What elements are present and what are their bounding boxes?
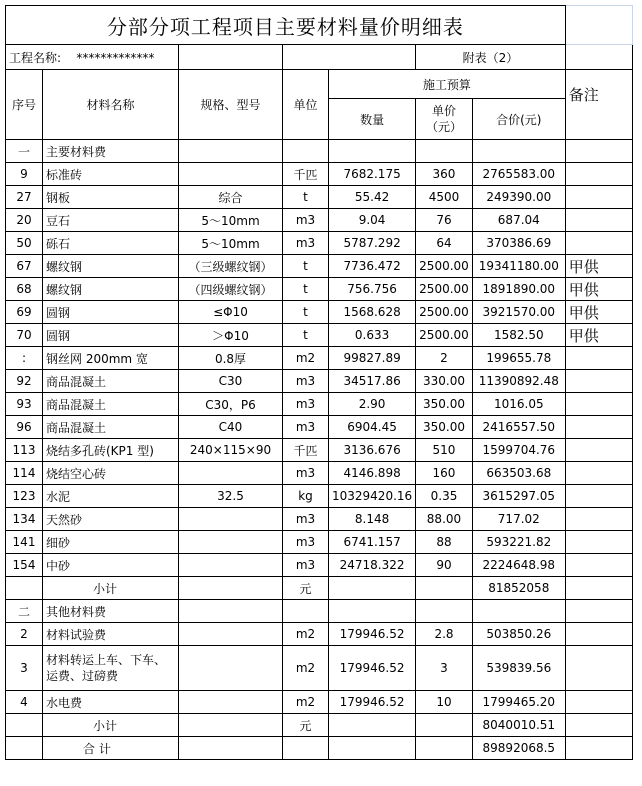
row-price: 360 [416,163,473,186]
empty-cell [472,140,565,163]
row-name: 天然砂 [43,508,179,531]
table-row [6,554,633,577]
header-seq: 序号 [6,70,43,140]
grand-total-row [6,737,633,760]
row-unit: m2 [283,623,329,646]
row-note [565,623,632,646]
subtotal-total: 8040010.51 [472,714,565,737]
row-note [565,462,632,485]
row-name: 商品混凝土 [43,416,179,439]
empty-cell [416,714,473,737]
subtotal-row [6,577,633,600]
row-qty: 9.04 [329,209,416,232]
row-price: 160 [416,462,473,485]
row-unit: t [283,324,329,347]
row-no: 70 [6,324,43,347]
empty-cell [565,714,632,737]
row-note [565,209,632,232]
row-price: 2 [416,347,473,370]
row-note [565,646,632,691]
row-no: 154 [6,554,43,577]
row-total: 663503.68 [472,462,565,485]
table-row [6,163,633,186]
row-total: 2416557.50 [472,416,565,439]
row-note [565,186,632,209]
row-name: 材料试验费 [43,623,179,646]
row-price: 2.8 [416,623,473,646]
row-unit: m3 [283,393,329,416]
row-qty: 179946.52 [329,623,416,646]
row-unit: m2 [283,347,329,370]
row-no: 27 [6,186,43,209]
row-qty: 6741.157 [329,531,416,554]
row-price: 350.00 [416,393,473,416]
table-row [6,347,633,370]
row-qty: 2.90 [329,393,416,416]
row-note [565,163,632,186]
row-total: 3615297.05 [472,485,565,508]
row-qty: 4146.898 [329,462,416,485]
row-unit: m2 [283,646,329,691]
project-name: ************* [76,50,155,65]
row-qty: 24718.322 [329,554,416,577]
row-total: 11390892.48 [472,370,565,393]
row-no: 123 [6,485,43,508]
empty-cell [179,600,283,623]
empty-cell [416,737,473,760]
row-note [565,232,632,255]
empty-cell [283,600,329,623]
table-row [6,209,633,232]
row-spec: 5～10mm [179,232,283,255]
table-row [6,324,633,347]
row-name: 商品混凝土 [43,370,179,393]
row-unit: m3 [283,554,329,577]
row-spec: 5～10mm [179,209,283,232]
row-no: 20 [6,209,43,232]
row-spec: 综合 [179,186,283,209]
empty-cell [329,577,416,600]
header-budget: 施工预算 [329,70,566,99]
row-total: 1582.50 [472,324,565,347]
row-price: 90 [416,554,473,577]
section-row [6,600,633,623]
subtotal-label: 小计 [43,577,179,600]
table-row [6,255,633,278]
row-spec [179,554,283,577]
row-name: 烧结空心砖 [43,462,179,485]
subtotal-total: 81852058 [472,577,565,600]
row-name: 砾石 [43,232,179,255]
row-no: 141 [6,531,43,554]
row-no: 4 [6,691,43,714]
row-note [565,439,632,462]
row-no: 69 [6,301,43,324]
row-qty: 34517.86 [329,370,416,393]
page-title: 分部分项工程项目主要材料量价明细表 [6,6,566,45]
row-note [565,554,632,577]
empty-cell [565,577,632,600]
row-spec: C30 [179,370,283,393]
row-spec [179,462,283,485]
table-row [6,462,633,485]
header-name: 材料名称 [43,70,179,140]
row-no: 2 [6,623,43,646]
row-note: 甲供 [565,278,632,301]
section-row [6,140,633,163]
row-qty: 179946.52 [329,646,416,691]
row-name: 圆钢 [43,324,179,347]
row-total: 2765583.00 [472,163,565,186]
subtotal-unit: 元 [283,577,329,600]
row-price: 330.00 [416,370,473,393]
table-row [6,531,633,554]
row-name: 中砂 [43,554,179,577]
row-qty: 7736.472 [329,255,416,278]
empty-cell [416,600,473,623]
row-qty: 99827.89 [329,347,416,370]
project-spacer-2 [283,45,416,70]
row-qty: 179946.52 [329,691,416,714]
row-no: 68 [6,278,43,301]
row-no: 93 [6,393,43,416]
row-note [565,508,632,531]
row-note: 甲供 [565,255,632,278]
empty-cell [6,577,43,600]
row-unit: t [283,301,329,324]
row-spec: 0.8厚 [179,347,283,370]
row-unit: t [283,278,329,301]
row-no: 114 [6,462,43,485]
row-total: 717.02 [472,508,565,531]
empty-cell [179,714,283,737]
table-row [6,416,633,439]
section-no: 二 [6,600,43,623]
table-row [6,439,633,462]
row-price: 350.00 [416,416,473,439]
row-name: 豆石 [43,209,179,232]
row-no: 9 [6,163,43,186]
empty-cell [329,140,416,163]
row-name: 标准砖 [43,163,179,186]
row-qty: 1568.628 [329,301,416,324]
table-row [6,301,633,324]
row-no: 96 [6,416,43,439]
row-unit: m3 [283,232,329,255]
table-row [6,232,633,255]
section-title: 其他材料费 [43,600,179,623]
row-price: 2500.00 [416,255,473,278]
row-note [565,347,632,370]
header-note: 备注 [565,70,632,140]
row-note [565,691,632,714]
row-total: 249390.00 [472,186,565,209]
row-price: 3 [416,646,473,691]
row-qty: 3136.676 [329,439,416,462]
empty-cell [179,577,283,600]
row-price: 88 [416,531,473,554]
header-qty: 数量 [329,99,416,140]
row-qty: 10329420.16 [329,485,416,508]
row-price: 4500 [416,186,473,209]
empty-cell [329,600,416,623]
empty-cell [329,737,416,760]
row-no: 67 [6,255,43,278]
appendix-spacer [565,45,632,70]
table-row [6,278,633,301]
empty-cell [565,600,632,623]
row-name: 钢板 [43,186,179,209]
row-price: 2500.00 [416,324,473,347]
row-qty: 55.42 [329,186,416,209]
row-note [565,393,632,416]
row-spec: 240×115×90 [179,439,283,462]
empty-cell [416,577,473,600]
empty-cell [472,600,565,623]
empty-cell [179,737,283,760]
row-qty: 6904.45 [329,416,416,439]
grand-total: 89892068.5 [472,737,565,760]
row-unit: t [283,255,329,278]
row-unit: kg [283,485,329,508]
table-row [6,186,633,209]
empty-cell [6,737,43,760]
row-total: 1891890.00 [472,278,565,301]
row-total: 687.04 [472,209,565,232]
row-price: 2500.00 [416,278,473,301]
row-spec [179,531,283,554]
row-no: : [6,347,43,370]
row-qty: 756.756 [329,278,416,301]
project-label: 工程名称: ************* [6,45,179,70]
table-row [6,623,633,646]
row-spec [179,623,283,646]
row-unit: 千匹 [283,163,329,186]
table-row [6,370,633,393]
row-unit: m3 [283,531,329,554]
row-qty: 7682.175 [329,163,416,186]
empty-cell [179,140,283,163]
row-total: 1599704.76 [472,439,565,462]
row-qty: 0.633 [329,324,416,347]
empty-cell [283,737,329,760]
row-note: 甲供 [565,301,632,324]
row-note [565,485,632,508]
row-note [565,370,632,393]
table-row [6,646,633,691]
row-name: 烧结多孔砖(KP1 型) [43,439,179,462]
section-title: 主要材料费 [43,140,179,163]
row-no: 3 [6,646,43,691]
empty-cell [6,714,43,737]
row-spec [179,691,283,714]
appendix-label: 附表（2） [416,45,566,70]
row-spec [179,508,283,531]
row-qty: 8.148 [329,508,416,531]
row-no: 50 [6,232,43,255]
row-total: 19341180.00 [472,255,565,278]
row-no: 113 [6,439,43,462]
row-qty: 5787.292 [329,232,416,255]
project-spacer [179,45,283,70]
row-total: 593221.82 [472,531,565,554]
row-unit: m3 [283,370,329,393]
row-name: 商品混凝土 [43,393,179,416]
row-price: 64 [416,232,473,255]
grand-label: 合 计 [43,737,179,760]
row-name: 水泥 [43,485,179,508]
header-unit: 单位 [283,70,329,140]
row-unit: m3 [283,462,329,485]
row-spec [179,163,283,186]
row-price: 88.00 [416,508,473,531]
row-name: 水电费 [43,691,179,714]
row-unit: m2 [283,691,329,714]
subtotal-label: 小计 [43,714,179,737]
row-price: 2500.00 [416,301,473,324]
table-row [6,393,633,416]
row-name: 圆钢 [43,301,179,324]
row-price: 510 [416,439,473,462]
empty-cell [565,140,632,163]
table-row [6,691,633,714]
row-total: 3921570.00 [472,301,565,324]
subtotal-unit: 元 [283,714,329,737]
row-unit: t [283,186,329,209]
header-price: 单价（元） [416,99,473,140]
row-total: 370386.69 [472,232,565,255]
row-spec: C40 [179,416,283,439]
row-spec [179,646,283,691]
row-note [565,416,632,439]
row-spec: 32.5 [179,485,283,508]
table-row [6,485,633,508]
empty-cell [329,714,416,737]
row-total: 539839.56 [472,646,565,691]
header-total: 合价(元) [472,99,565,140]
row-total: 2224648.98 [472,554,565,577]
row-spec: （四级螺纹钢） [179,278,283,301]
row-name: 螺纹钢 [43,255,179,278]
row-name: 钢丝网 200mm 宽 [43,347,179,370]
empty-cell [565,737,632,760]
row-note: 甲供 [565,324,632,347]
row-name: 材料转运上车、下车、运费、过磅费 [43,646,179,691]
row-price: 76 [416,209,473,232]
row-no: 92 [6,370,43,393]
row-spec: ＞Φ10 [179,324,283,347]
row-spec: C30，P6 [179,393,283,416]
row-spec: ≤Φ10 [179,301,283,324]
row-total: 199655.78 [472,347,565,370]
row-total: 503850.26 [472,623,565,646]
row-name: 螺纹钢 [43,278,179,301]
row-unit: m3 [283,416,329,439]
row-total: 1016.05 [472,393,565,416]
empty-cell [283,140,329,163]
section-no: 一 [6,140,43,163]
row-spec: （三级螺纹钢） [179,255,283,278]
material-table [5,5,633,760]
subtotal-row [6,714,633,737]
row-note [565,531,632,554]
table-row [6,508,633,531]
title-blank [565,6,632,45]
row-price: 10 [416,691,473,714]
row-name: 细砂 [43,531,179,554]
empty-cell [416,140,473,163]
row-unit: 千匹 [283,439,329,462]
row-unit: m3 [283,209,329,232]
row-total: 1799465.20 [472,691,565,714]
row-price: 0.35 [416,485,473,508]
header-spec: 规格、型号 [179,70,283,140]
row-no: 134 [6,508,43,531]
row-unit: m3 [283,508,329,531]
